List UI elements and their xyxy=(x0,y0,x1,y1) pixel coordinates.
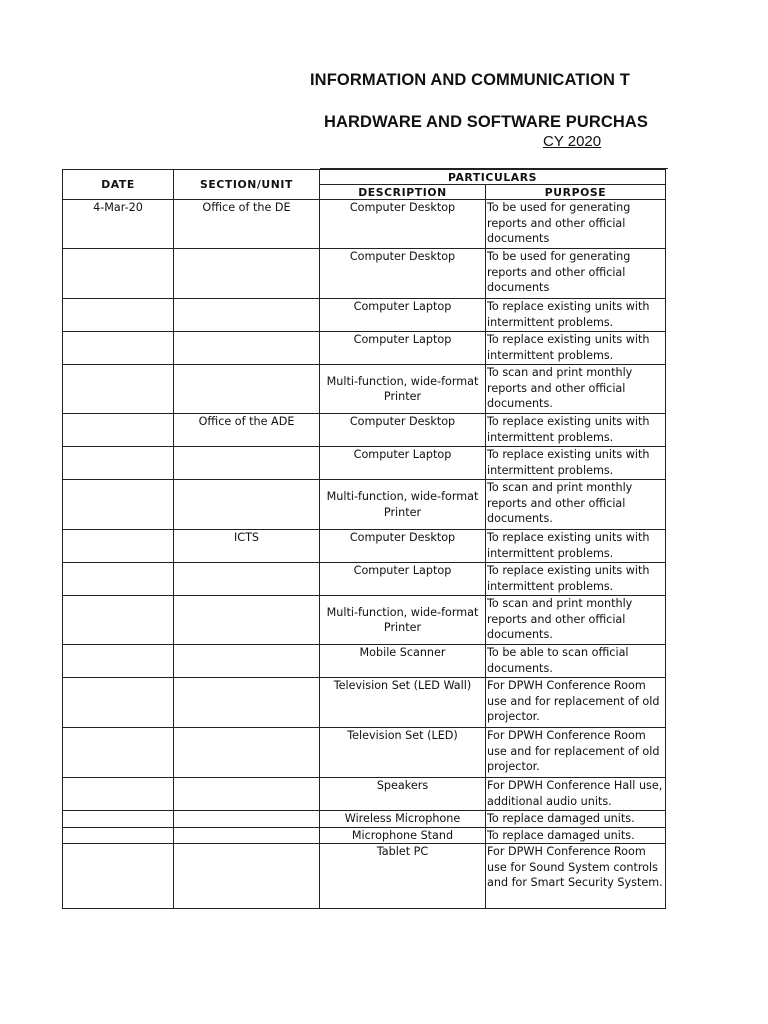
purpose-cell: To replace damaged units. xyxy=(486,827,666,844)
purpose-cell: To scan and print monthly reports and other official documents. xyxy=(486,365,666,414)
purpose-cell: To replace existing units with intermittent problems. xyxy=(486,447,666,480)
section-unit-cell xyxy=(174,827,320,844)
purpose-cell: To scan and print monthly reports and other official documents. xyxy=(486,596,666,645)
date-cell xyxy=(63,530,174,563)
section-unit-cell xyxy=(174,645,320,678)
date-cell xyxy=(63,778,174,811)
description-cell: Speakers xyxy=(320,778,486,811)
date-cell xyxy=(63,447,174,480)
table-row xyxy=(63,530,666,563)
table-row xyxy=(63,249,666,299)
description-cell: Computer Laptop xyxy=(320,563,486,596)
section-unit-cell xyxy=(174,811,320,828)
section-unit-cell xyxy=(174,728,320,778)
description-cell: Microphone Stand xyxy=(320,827,486,844)
section-unit-cell xyxy=(174,778,320,811)
date-cell xyxy=(63,596,174,645)
header-purpose: PURPOSE xyxy=(486,185,666,200)
table-row xyxy=(63,778,666,811)
purpose-cell: To replace existing units with intermittent problems. xyxy=(486,563,666,596)
description-cell: Computer Laptop xyxy=(320,447,486,480)
description-cell: Computer Desktop xyxy=(320,530,486,563)
section-unit-cell: Office of the DE xyxy=(174,200,320,249)
purpose-cell: To replace existing units with intermittent problems. xyxy=(486,299,666,332)
date-cell xyxy=(63,249,174,299)
description-cell: Television Set (LED Wall) xyxy=(320,678,486,728)
description-cell: Computer Desktop xyxy=(320,249,486,299)
table-row xyxy=(63,596,666,645)
calendar-year: CY 2020 xyxy=(543,133,602,150)
date-cell xyxy=(63,414,174,447)
table-row xyxy=(63,299,666,332)
purpose-cell: For DPWH Conference Room use and for replacement of old projector. xyxy=(486,728,666,778)
table-row xyxy=(63,563,666,596)
description-cell: Multi-function, wide-format Printer xyxy=(320,596,486,645)
description-cell: Computer Desktop xyxy=(320,414,486,447)
document-title: INFORMATION AND COMMUNICATION T xyxy=(310,71,630,89)
purpose-cell: To replace damaged units. xyxy=(486,811,666,828)
description-cell: Multi-function, wide-format Printer xyxy=(320,365,486,414)
table-row xyxy=(63,678,666,728)
table-row xyxy=(63,332,666,365)
section-unit-cell xyxy=(174,249,320,299)
table-row xyxy=(63,645,666,678)
purpose-cell: For DPWH Conference Room use and for replacement of old projector. xyxy=(486,678,666,728)
date-cell xyxy=(63,844,174,909)
description-cell: Computer Desktop xyxy=(320,200,486,249)
purchase-table xyxy=(62,169,666,909)
section-unit-cell xyxy=(174,332,320,365)
purpose-cell: To be able to scan official documents. xyxy=(486,645,666,678)
date-cell xyxy=(63,365,174,414)
date-cell xyxy=(63,299,174,332)
purpose-cell: For DPWH Conference Hall use, additional audio units. xyxy=(486,778,666,811)
date-cell xyxy=(63,645,174,678)
description-cell: Television Set (LED) xyxy=(320,728,486,778)
date-cell xyxy=(63,811,174,828)
document-subtitle: HARDWARE AND SOFTWARE PURCHAS xyxy=(324,113,649,131)
purpose-cell: For DPWH Conference Room use for Sound System controls and for Smart Security System. xyxy=(486,844,666,909)
section-unit-cell xyxy=(174,596,320,645)
section-unit-cell xyxy=(174,563,320,596)
header-particulars: PARTICULARS xyxy=(320,170,666,185)
table-body xyxy=(63,200,666,909)
purpose-cell: To replace existing units with intermittent problems. xyxy=(486,332,666,365)
section-unit-cell xyxy=(174,299,320,332)
description-cell: Computer Laptop xyxy=(320,332,486,365)
date-cell xyxy=(63,563,174,596)
date-cell xyxy=(63,827,174,844)
description-cell: Tablet PC xyxy=(320,844,486,909)
section-unit-cell xyxy=(174,844,320,909)
date-cell xyxy=(63,480,174,530)
purpose-cell: To replace existing units with intermittent problems. xyxy=(486,414,666,447)
table-row xyxy=(63,447,666,480)
table-row xyxy=(63,480,666,530)
purpose-cell: To replace existing units with intermittent problems. xyxy=(486,530,666,563)
date-cell: 4-Mar-20 xyxy=(63,200,174,249)
header-date: DATE xyxy=(63,170,174,200)
purpose-cell: To be used for generating reports and other official documents xyxy=(486,200,666,249)
date-cell xyxy=(63,678,174,728)
table-row xyxy=(63,844,666,909)
description-cell: Computer Laptop xyxy=(320,299,486,332)
purpose-cell: To be used for generating reports and other official documents xyxy=(486,249,666,299)
purpose-cell: To scan and print monthly reports and other official documents. xyxy=(486,480,666,530)
table-row xyxy=(63,414,666,447)
date-cell xyxy=(63,332,174,365)
section-unit-cell xyxy=(174,365,320,414)
section-unit-cell: Office of the ADE xyxy=(174,414,320,447)
description-cell: Wireless Microphone xyxy=(320,811,486,828)
header-description: DESCRIPTION xyxy=(320,185,486,200)
table-row xyxy=(63,728,666,778)
section-unit-cell xyxy=(174,480,320,530)
header-section-unit: SECTION/UNIT xyxy=(174,170,320,200)
section-unit-cell: ICTS xyxy=(174,530,320,563)
date-cell xyxy=(63,728,174,778)
description-cell: Multi-function, wide-format Printer xyxy=(320,480,486,530)
table-row xyxy=(63,811,666,828)
section-unit-cell xyxy=(174,678,320,728)
section-unit-cell xyxy=(174,447,320,480)
description-cell: Mobile Scanner xyxy=(320,645,486,678)
table-row xyxy=(63,365,666,414)
table-row xyxy=(63,827,666,844)
table-row xyxy=(63,200,666,249)
